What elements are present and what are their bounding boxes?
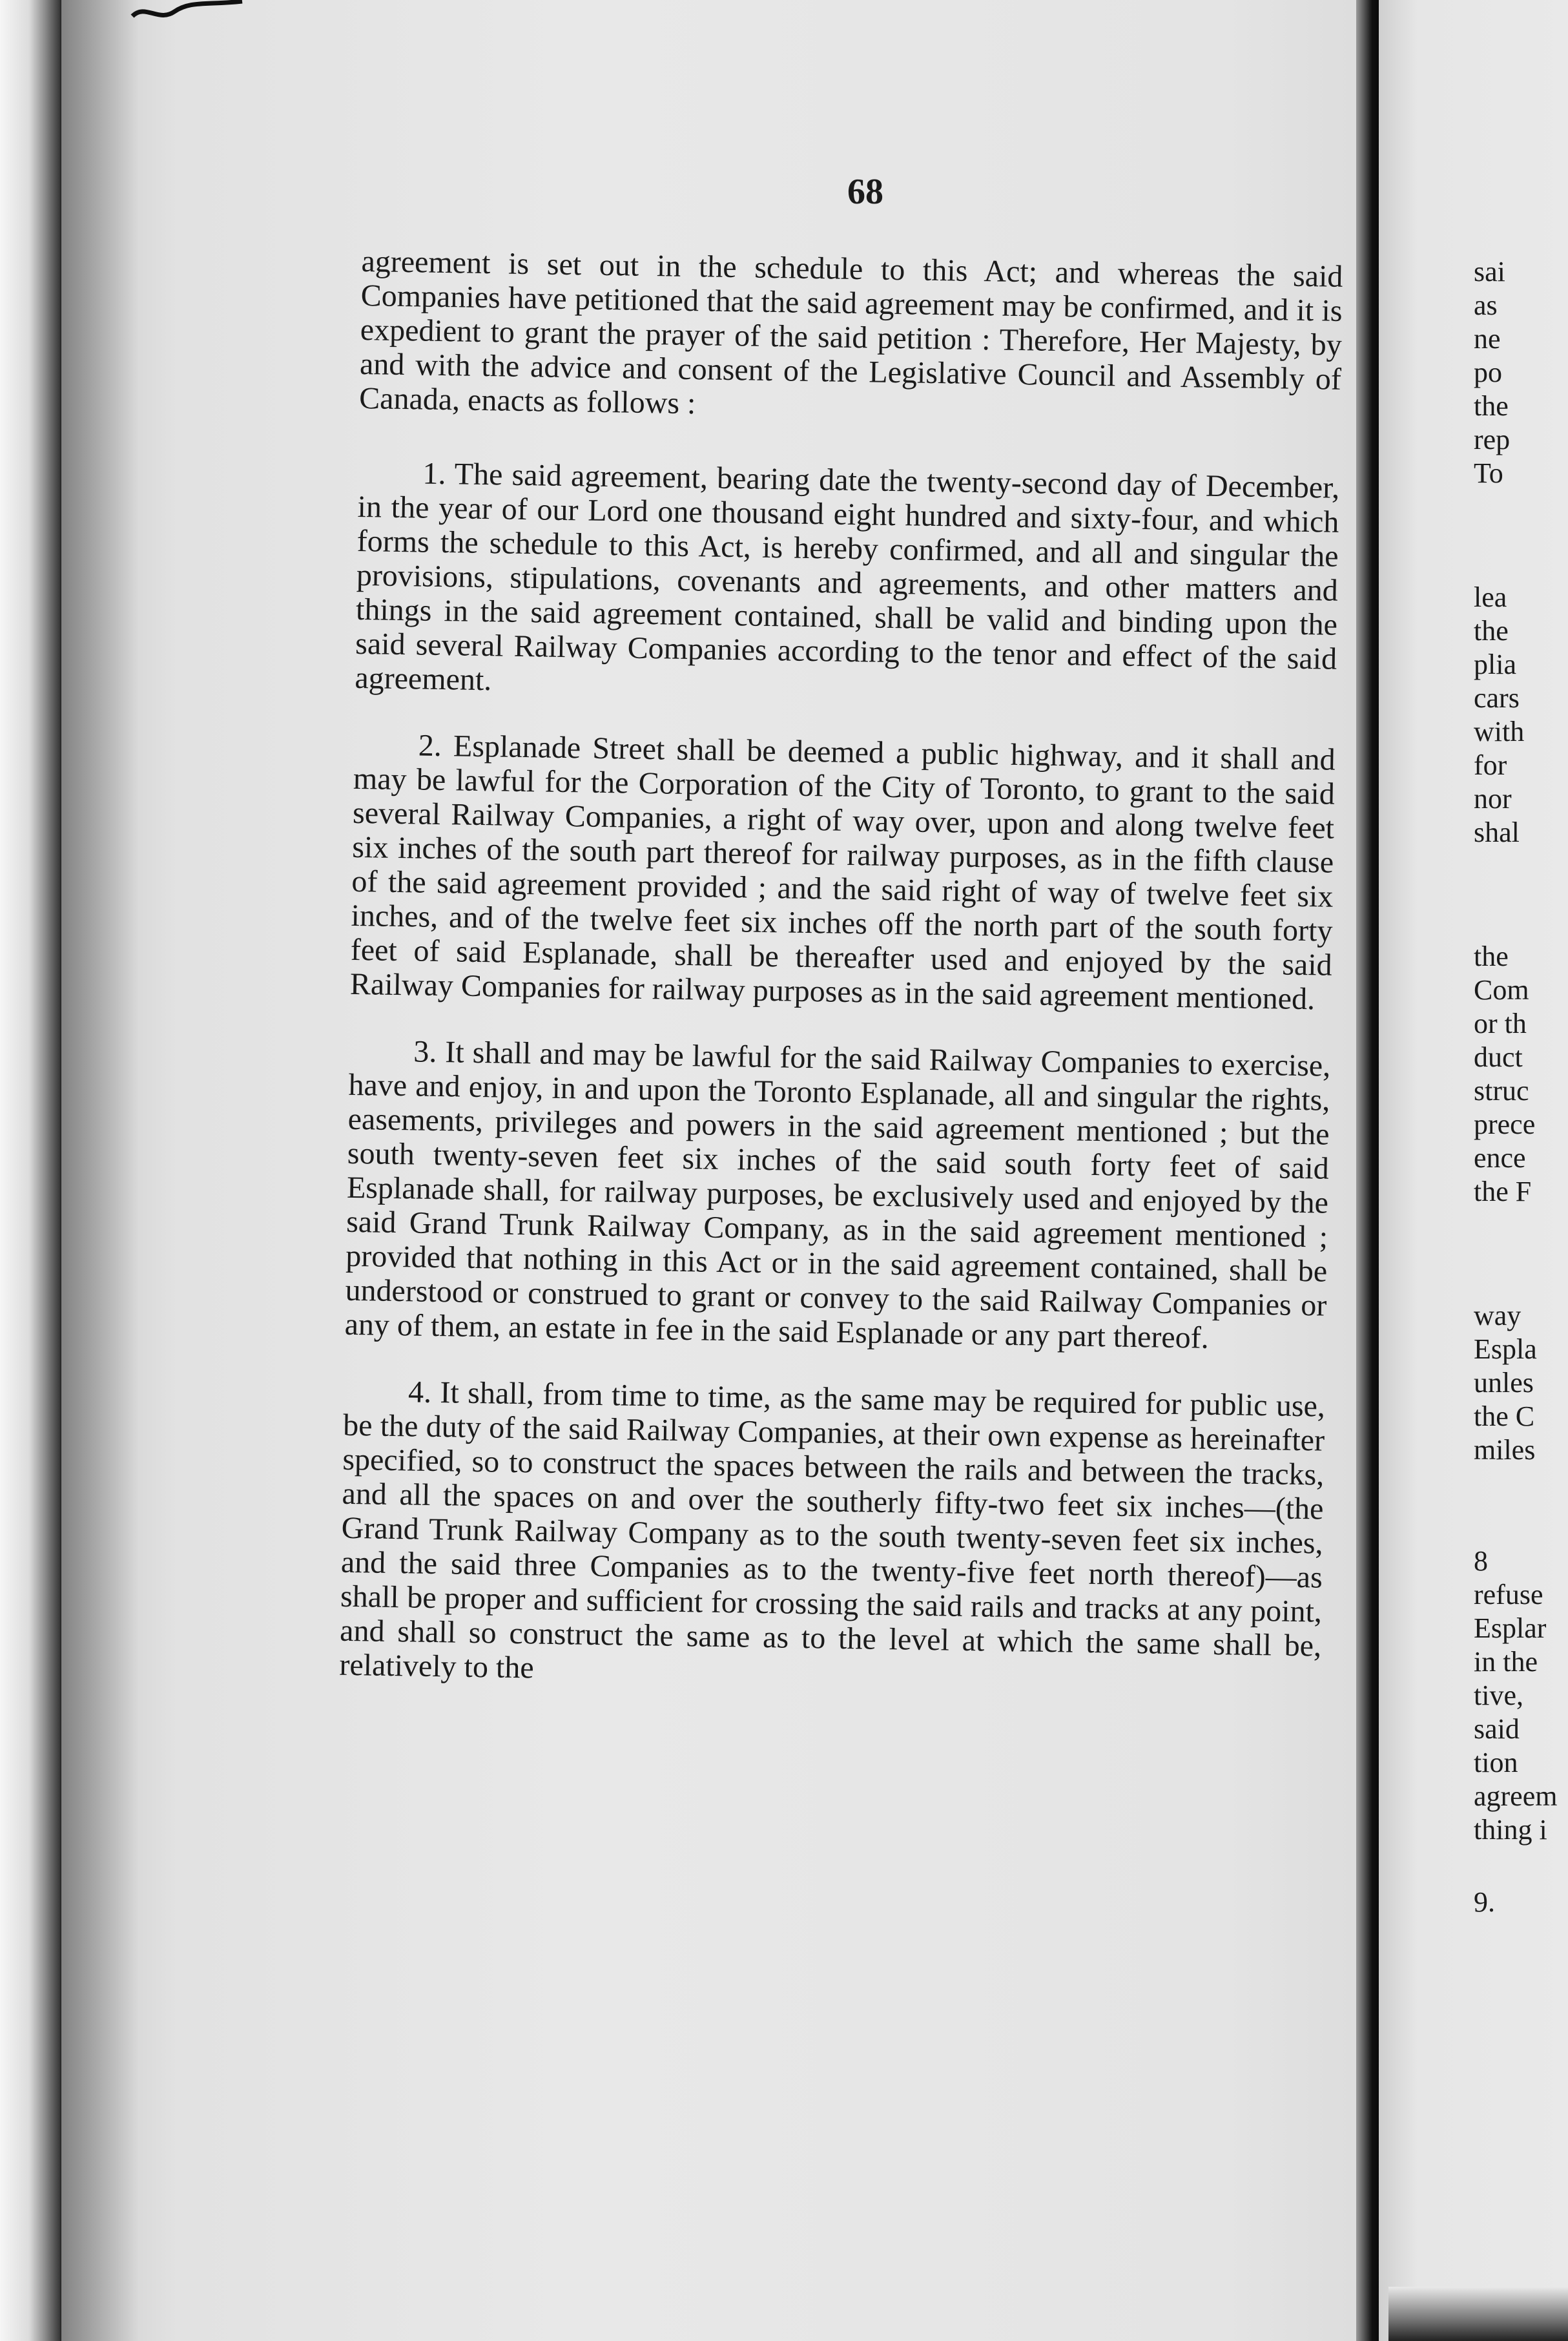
section-3-paragraph: 3. It shall and may be lawful for the said Railway Companies to exercise, have and enjoy, in and upon the Toronto Esplanade, all and singular the rights, easements, privileges and powers in the said agreement mentioned ; but the south twenty-seven feet six inches of the said south forty feet of said Esplanade shall, for railway purposes, be exclusively used and enjoyed by the said Grand Trunk Railway Company, as in the said agreement mentioned ; provided that nothing in this Act or in the said agreement contained, shall be understood or construed to grant or convey to the said Railway Companies or any of them, an estate in fee in the said Esplanade or any part thereof.	[344, 1034, 1331, 1355]
facing-fragment: tive,	[1474, 1680, 1523, 1711]
section-1-paragraph: 1. The said agreement, bearing date the twenty-second day of December, in the year of our Lord one thousand eight hundred and sixty-four, and which forms the schedule to this Act, is hereby confirmed, and all and singular the provisions, stipulations, covenants and agreements, and other matters and things in the said agreement contained, shall be valid and binding upon the said several Railway Companies according to the tenor and effect of the said agreement.	[355, 456, 1340, 698]
facing-fragment: unles	[1474, 1367, 1534, 1399]
facing-fragment: in the	[1474, 1646, 1538, 1678]
facing-fragment: the F	[1474, 1176, 1532, 1207]
facing-fragment: the	[1474, 941, 1509, 972]
facing-fragment: To	[1474, 457, 1503, 489]
section-4-paragraph: 4. It shall, from time to time, as the same may be required for public use, be the duty of the said Railway Companies, at their own expense as hereinafter specified, so to construct the spaces between the rails and between the tracks, and all the spaces on and over the southerly fifty-two feet six inches—(the Grand Trunk Railway Company as to the south twenty-seven feet six inches, and the said three Companies as to the twenty-five feet north thereof)—as shall be proper and sufficient for crossing the said rails and tracks at any point, and shall so construct the same as to the level at which the same shall be, relatively to the	[339, 1375, 1326, 1685]
facing-fragment: the	[1474, 615, 1509, 647]
facing-fragment: prece	[1474, 1108, 1536, 1140]
facing-fragment: miles	[1474, 1434, 1536, 1466]
facing-fragment: nor	[1474, 783, 1512, 815]
binding-shadow	[61, 0, 139, 2341]
facing-fragment: 8	[1474, 1545, 1488, 1577]
facing-fragment: agreem	[1474, 1780, 1558, 1812]
facing-fragment: plia	[1474, 649, 1516, 680]
facing-fragment: rep	[1474, 424, 1511, 455]
facing-fragment: 9.	[1474, 1886, 1495, 1918]
facing-fragment: ence	[1474, 1142, 1526, 1174]
facing-fragment: for	[1474, 749, 1507, 781]
facing-fragment: Espla	[1474, 1333, 1537, 1365]
facing-fragment: shal	[1474, 817, 1520, 848]
facing-fragment: ne	[1474, 323, 1501, 355]
page-number: 68	[847, 172, 883, 212]
page-body	[338, 244, 1343, 1730]
scanner-left-edge	[0, 0, 61, 2341]
facing-fragment: lea	[1474, 581, 1507, 613]
preamble-paragraph: agreement is set out in the schedule to this Act; and whereas the said Companies have petitioned that the said agreement may be confirmed, and it is expedient to grant the prayer of the said petition : Therefore, Her Majesty, by and with the advice and consent of the Legislative Council and Assembly of Canada, enacts as follows :	[358, 244, 1343, 421]
facing-fragment: refuse	[1474, 1579, 1543, 1610]
pen-mark	[129, 0, 245, 26]
facing-fragment: way	[1474, 1300, 1522, 1331]
facing-fragment: Com	[1474, 974, 1529, 1006]
facing-fragment: duct	[1474, 1041, 1523, 1073]
facing-page-text	[1474, 255, 1568, 1919]
facing-page-bottom-shadow	[1388, 2287, 1568, 2341]
facing-fragment: tion	[1474, 1747, 1518, 1778]
facing-fragment: with	[1474, 716, 1525, 747]
facing-fragment: said	[1474, 1713, 1520, 1745]
facing-fragment: the	[1474, 390, 1509, 422]
facing-fragment: po	[1474, 357, 1502, 388]
facing-fragment: the C	[1474, 1400, 1535, 1432]
book-gutter	[1356, 0, 1379, 2341]
section-2-paragraph: 2. Esplanade Street shall be deemed a public highway, and it shall and may be lawful for the Corporation of the City of Toronto, to grant to the said several Railway Companies, a right of way over, upon and along twelve feet six inches of the south part thereof for railway purposes, as in the fifth clause of the said agreement provided ; and the said right of way of twelve feet six inches, and of the twelve feet six inches off the north part of the south forty feet of said Esplanade, shall be thereafter used and enjoyed by the said Railway Companies for railway purposes as in the said agreement mentioned.	[349, 728, 1336, 1017]
facing-fragment: thing i	[1474, 1814, 1547, 1846]
facing-fragment: as	[1474, 289, 1498, 321]
facing-fragment: sai	[1474, 256, 1505, 287]
facing-fragment: struc	[1474, 1075, 1529, 1107]
facing-fragment: Esplar	[1474, 1612, 1547, 1644]
facing-fragment: cars	[1474, 682, 1520, 714]
facing-fragment: or th	[1474, 1008, 1527, 1039]
